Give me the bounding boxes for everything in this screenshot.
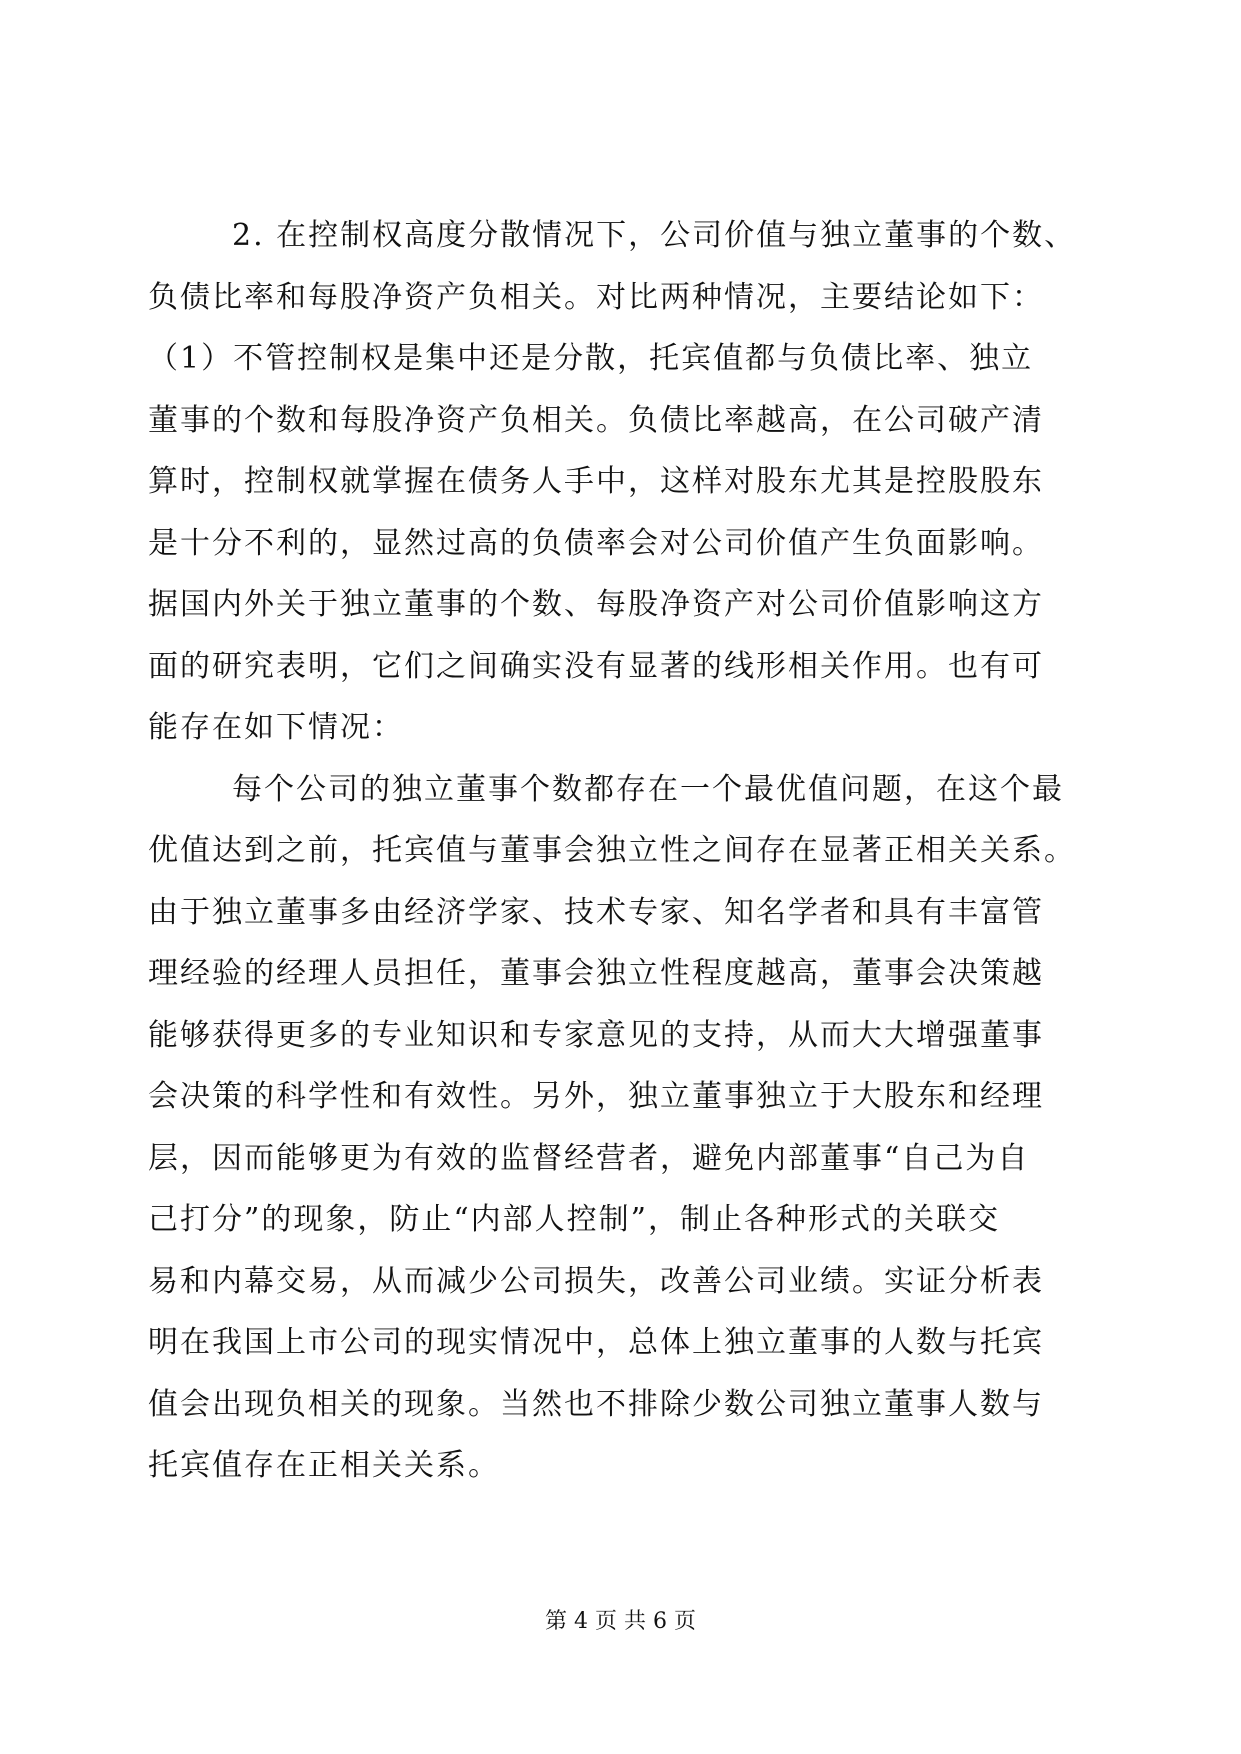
page-footer [0, 1607, 1241, 1637]
text-line: 层，因而能够更为有效的监督经营者，避免内部董事“自己为自 [148, 1140, 1030, 1176]
text-line: 值会出现负相关的现象。当然也不排除少数公司独立董事人数与 [148, 1386, 1044, 1422]
text-line: 易和内幕交易，从而减少公司损失，改善公司业绩。实证分析表 [148, 1263, 1044, 1299]
text-line: 能存在如下情况： [148, 710, 404, 745]
text-line: 董事的个数和每股净资产负相关。负债比率越高，在公司破产清 [148, 402, 1044, 438]
body-text [148, 205, 1093, 1497]
text-line: 每个公司的独立董事个数都存在一个最优值问题，在这个最 [232, 771, 1064, 807]
text-line: （1）不管控制权是集中还是分散，托宾值都与负债比率、独立 [148, 341, 1034, 376]
page-number: 第 4 页 共 6 页 [545, 1609, 696, 1634]
text-line: 会决策的科学性和有效性。另外，独立董事独立于大股东和经理 [148, 1079, 1044, 1114]
text-line: 能够获得更多的专业知识和专家意见的支持，从而大大增强董事 [148, 1017, 1044, 1053]
text-line: 负债比率和每股净资产负相关。对比两种情况，主要结论如下： [148, 279, 1044, 315]
text-line: 据国内外关于独立董事的个数、每股净资产对公司价值影响这方 [148, 587, 1044, 622]
text-line: 是十分不利的，显然过高的负债率会对公司价值产生负面影响。 [148, 525, 1044, 561]
text-line: 明在我国上市公司的现实情况中，总体上独立董事的人数与托宾 [148, 1325, 1044, 1360]
text-line: 2. 在控制权高度分散情况下，公司价值与独立董事的个数、 [232, 218, 1077, 253]
text-line: 优值达到之前，托宾值与董事会独立性之间存在显著正相关关系。 [148, 833, 1076, 868]
text-line: 算时，控制权就掌握在债务人手中，这样对股东尤其是控股股东 [148, 464, 1044, 499]
text-line: 托宾值存在正相关关系。 [148, 1448, 500, 1483]
text-line: 由于独立董事多由经济学家、技术专家、知名学者和具有丰富管 [148, 894, 1044, 930]
text-line: 理经验的经理人员担任，董事会独立性程度越高，董事会决策越 [148, 956, 1044, 991]
text-line: 己打分”的现象，防止“内部人控制”，制止各种形式的关联交 [148, 1202, 1001, 1237]
text-line: 面的研究表明，它们之间确实没有显著的线形相关作用。也有可 [148, 648, 1044, 684]
